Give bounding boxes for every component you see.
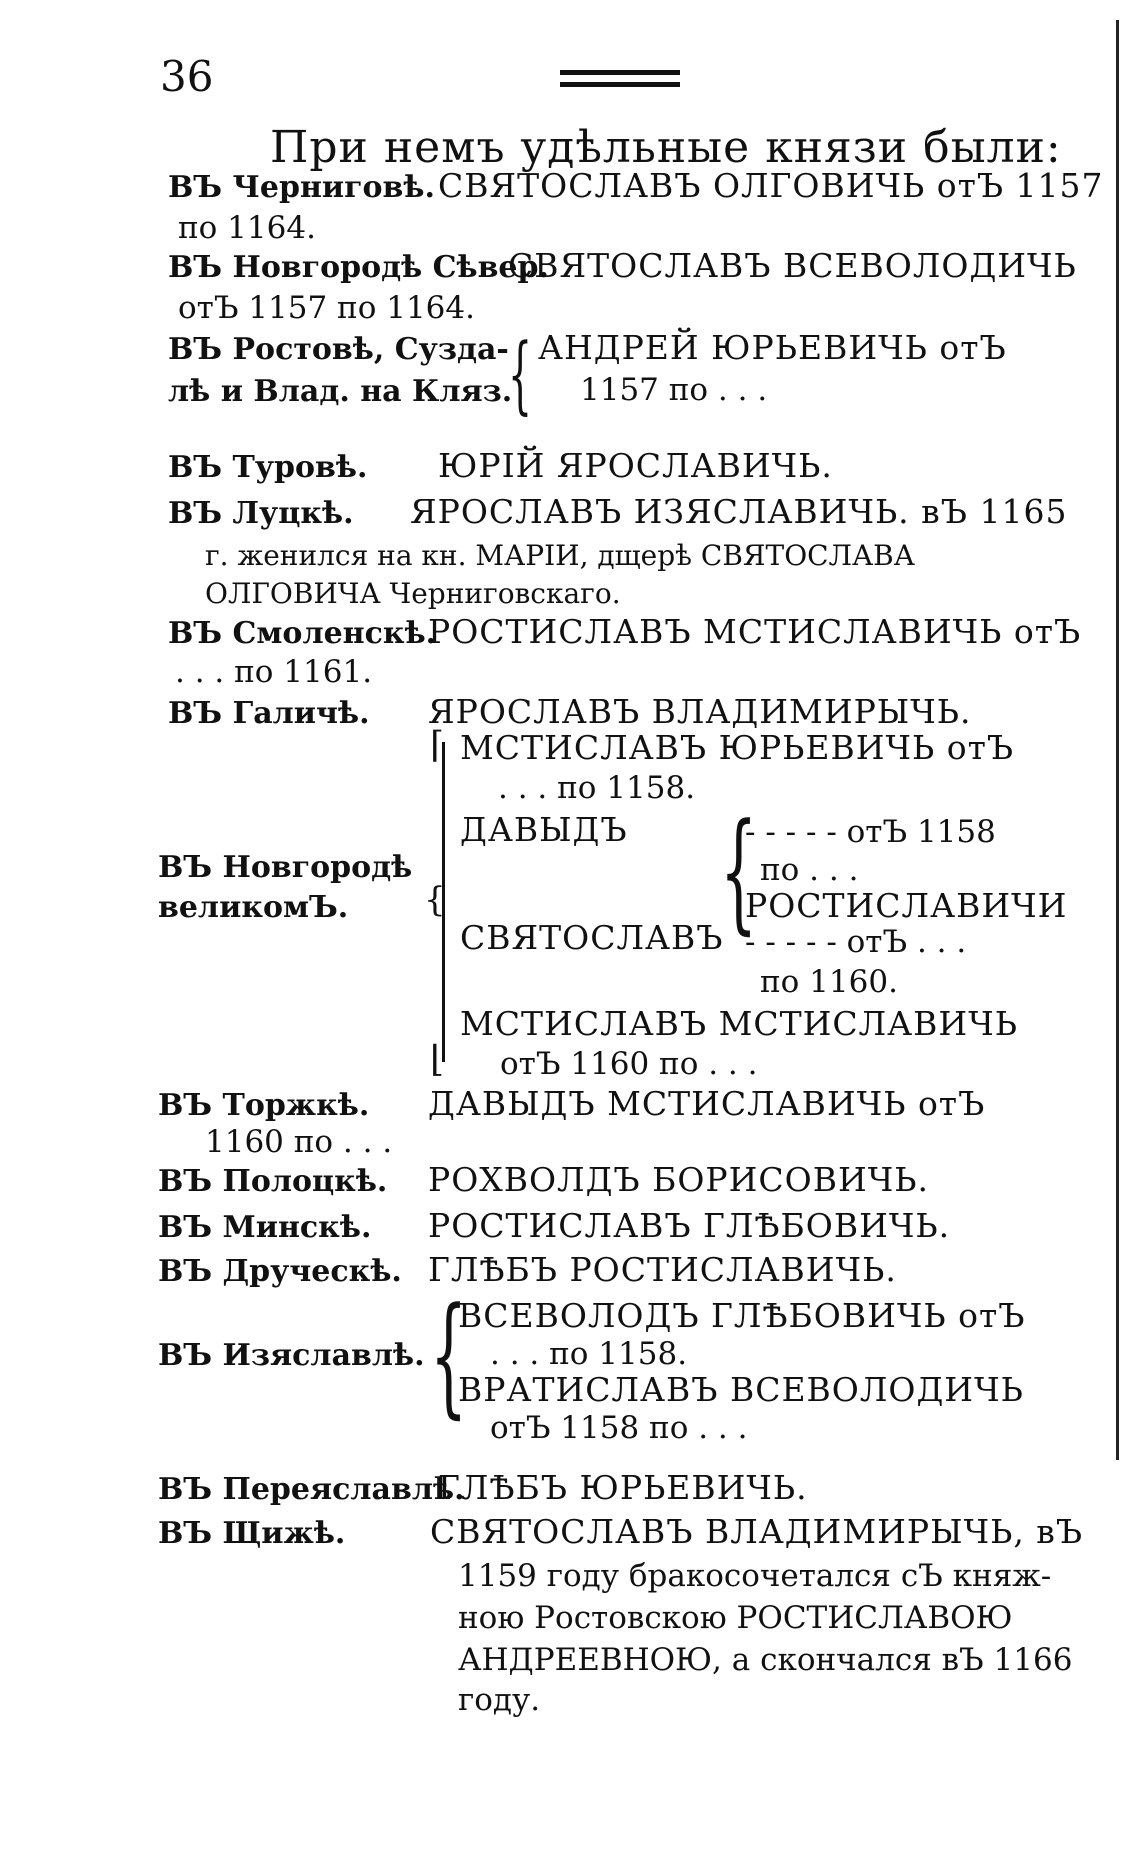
prince-turov: ЮРІЙ ЯРОСЛАВИЧЬ.	[438, 446, 833, 485]
prince-minsk: РОСТИСЛАВЪ ГЛѢБОВИЧЬ.	[428, 1206, 951, 1245]
place-torzhok: ВЪ Торжкѣ.	[158, 1088, 370, 1123]
rostov-dates: 1157 по . . .	[580, 372, 768, 408]
place-turov: ВЪ Туровѣ.	[168, 450, 368, 485]
lutsk-note-line2: ОЛГОВИЧА Черниговскаго.	[205, 577, 621, 610]
page-number: 36	[160, 52, 214, 101]
place-rostov-line1: ВЪ Ростовѣ, Сузда-	[168, 332, 509, 367]
prince-mstislav-mstislavich: МСТИСЛАВЪ МСТИСЛАВИЧЬ	[460, 1004, 1018, 1043]
brace-novgorod-top: ⌈	[430, 725, 445, 766]
prince-lutsk: ЯРОСЛАВЪ ИЗЯСЛАВИЧЬ. вЪ 1165	[410, 492, 1068, 531]
prince-polotsk: РОХВОЛДЪ БОРИСОВИЧЬ.	[428, 1160, 929, 1199]
brace-izyaslavl: {	[430, 1279, 468, 1431]
prince-novgorod-sever: СВЯТОСЛАВЪ ВСЕВОЛОДИЧЬ	[508, 246, 1077, 285]
lutsk-note-line1: г. женился на кн. МАРІИ, дщерѣ СВЯТОСЛАВА	[205, 539, 915, 572]
brace-novgorod-bottom: ⌊	[430, 1039, 445, 1080]
header-rule-top	[560, 70, 680, 75]
place-novgorod-sever: ВЪ Новгородѣ Сѣвер.	[168, 250, 549, 285]
page-edge-line	[1116, 20, 1119, 1460]
novgorod-sever-dates: отЪ 1157 по 1164.	[178, 290, 475, 326]
shizh-note-line3: АНДРЕЕВНОЮ, а скончался вЪ 1166	[458, 1642, 1073, 1678]
rostislavichi-line4: - - - - - отЪ . . .	[745, 924, 967, 960]
prince-vsevolod-glebovich: ВСЕВОЛОДЪ ГЛѢБОВИЧЬ отЪ	[458, 1296, 1026, 1335]
prince-svyatoslav: СВЯТОСЛАВЪ	[460, 918, 724, 957]
vsevolod-glebovich-dates: . . . по 1158.	[490, 1336, 688, 1372]
place-rostov-line2: лѣ и Влад. на Кляз.	[168, 374, 513, 409]
shizh-note-line4: году.	[458, 1682, 541, 1718]
prince-smolensk: РОСТИСЛАВЪ МСТИСЛАВИЧЬ отЪ	[428, 612, 1082, 651]
place-novgorod-velikiy-line1: ВЪ Новгородѣ	[158, 850, 413, 885]
page-heading: При немъ удѣльные князи были:	[270, 122, 1062, 173]
place-izyaslavl: ВЪ Изяславлѣ.	[158, 1338, 425, 1373]
rostislavichi-line5: по 1160.	[760, 964, 898, 1000]
brace-rostislavichi: {	[720, 795, 758, 947]
rostislavichi-line1: - - - - - отЪ 1158	[745, 814, 996, 850]
mstislav-mstislavich-dates: отЪ 1160 по . . .	[500, 1046, 758, 1082]
prince-galich: ЯРОСЛАВЪ ВЛАДИМИРЫЧЬ.	[428, 692, 972, 731]
shizh-note-line2: ною Ростовскою РОСТИСЛАВОЮ	[458, 1600, 1013, 1636]
prince-torzhok: ДАВЫДЪ МСТИСЛАВИЧЬ отЪ	[428, 1084, 986, 1123]
place-shizh: ВЪ Щижѣ.	[158, 1516, 346, 1551]
header-rule-bottom	[560, 82, 680, 87]
prince-shizh: СВЯТОСЛАВЪ ВЛАДИМИРЫЧЬ, вЪ	[430, 1512, 1084, 1551]
place-smolensk: ВЪ Смоленскѣ.	[168, 616, 437, 651]
place-pereyaslavl: ВЪ Переяславлѣ.	[158, 1472, 465, 1507]
place-druchesk: ВЪ Друческѣ.	[158, 1254, 402, 1289]
prince-pereyaslavl: ГЛѢБЪ ЮРЬЕВИЧЬ.	[438, 1468, 808, 1507]
shizh-note-line1: 1159 году бракосочетался сЪ княж-	[458, 1558, 1052, 1594]
chernigov-dates: по 1164.	[178, 210, 316, 246]
prince-davyd: ДАВЫДЪ	[460, 810, 628, 849]
bratislav-dates: отЪ 1158 по . . .	[490, 1410, 748, 1446]
prince-chernigov: СВЯТОСЛАВЪ ОЛГОВИЧЬ отЪ 1157	[438, 166, 1104, 205]
brace-rostov: {	[508, 325, 533, 423]
prince-bratislav: ВРАТИСЛАВЪ ВСЕВОЛОДИЧЬ	[458, 1370, 1024, 1409]
brace-novgorod-mid: {	[424, 880, 446, 920]
mstislav-yurevich-dates: . . . по 1158.	[498, 770, 696, 806]
prince-rostov: АНДРЕЙ ЮРЬЕВИЧЬ отЪ	[538, 328, 1007, 367]
rostislavichi-label: РОСТИСЛАВИЧИ	[745, 886, 1068, 925]
place-minsk: ВЪ Минскѣ.	[158, 1210, 372, 1245]
torzhok-dates: 1160 по . . .	[205, 1124, 393, 1160]
place-lutsk: ВЪ Луцкѣ.	[168, 496, 354, 531]
place-chernigov: ВЪ Черниговѣ.	[168, 170, 435, 205]
rostislavichi-line2: по . . .	[760, 852, 859, 888]
prince-druchesk: ГЛѢБЪ РОСТИСЛАВИЧЬ.	[428, 1250, 897, 1289]
smolensk-dates: . . . по 1161.	[175, 654, 373, 690]
place-galich: ВЪ Галичѣ.	[168, 696, 370, 731]
place-novgorod-velikiy-line2: великомЪ.	[158, 890, 349, 925]
place-polotsk: ВЪ Полоцкѣ.	[158, 1164, 388, 1199]
prince-mstislav-yurevich: МСТИСЛАВЪ ЮРЬЕВИЧЬ отЪ	[460, 728, 1015, 767]
